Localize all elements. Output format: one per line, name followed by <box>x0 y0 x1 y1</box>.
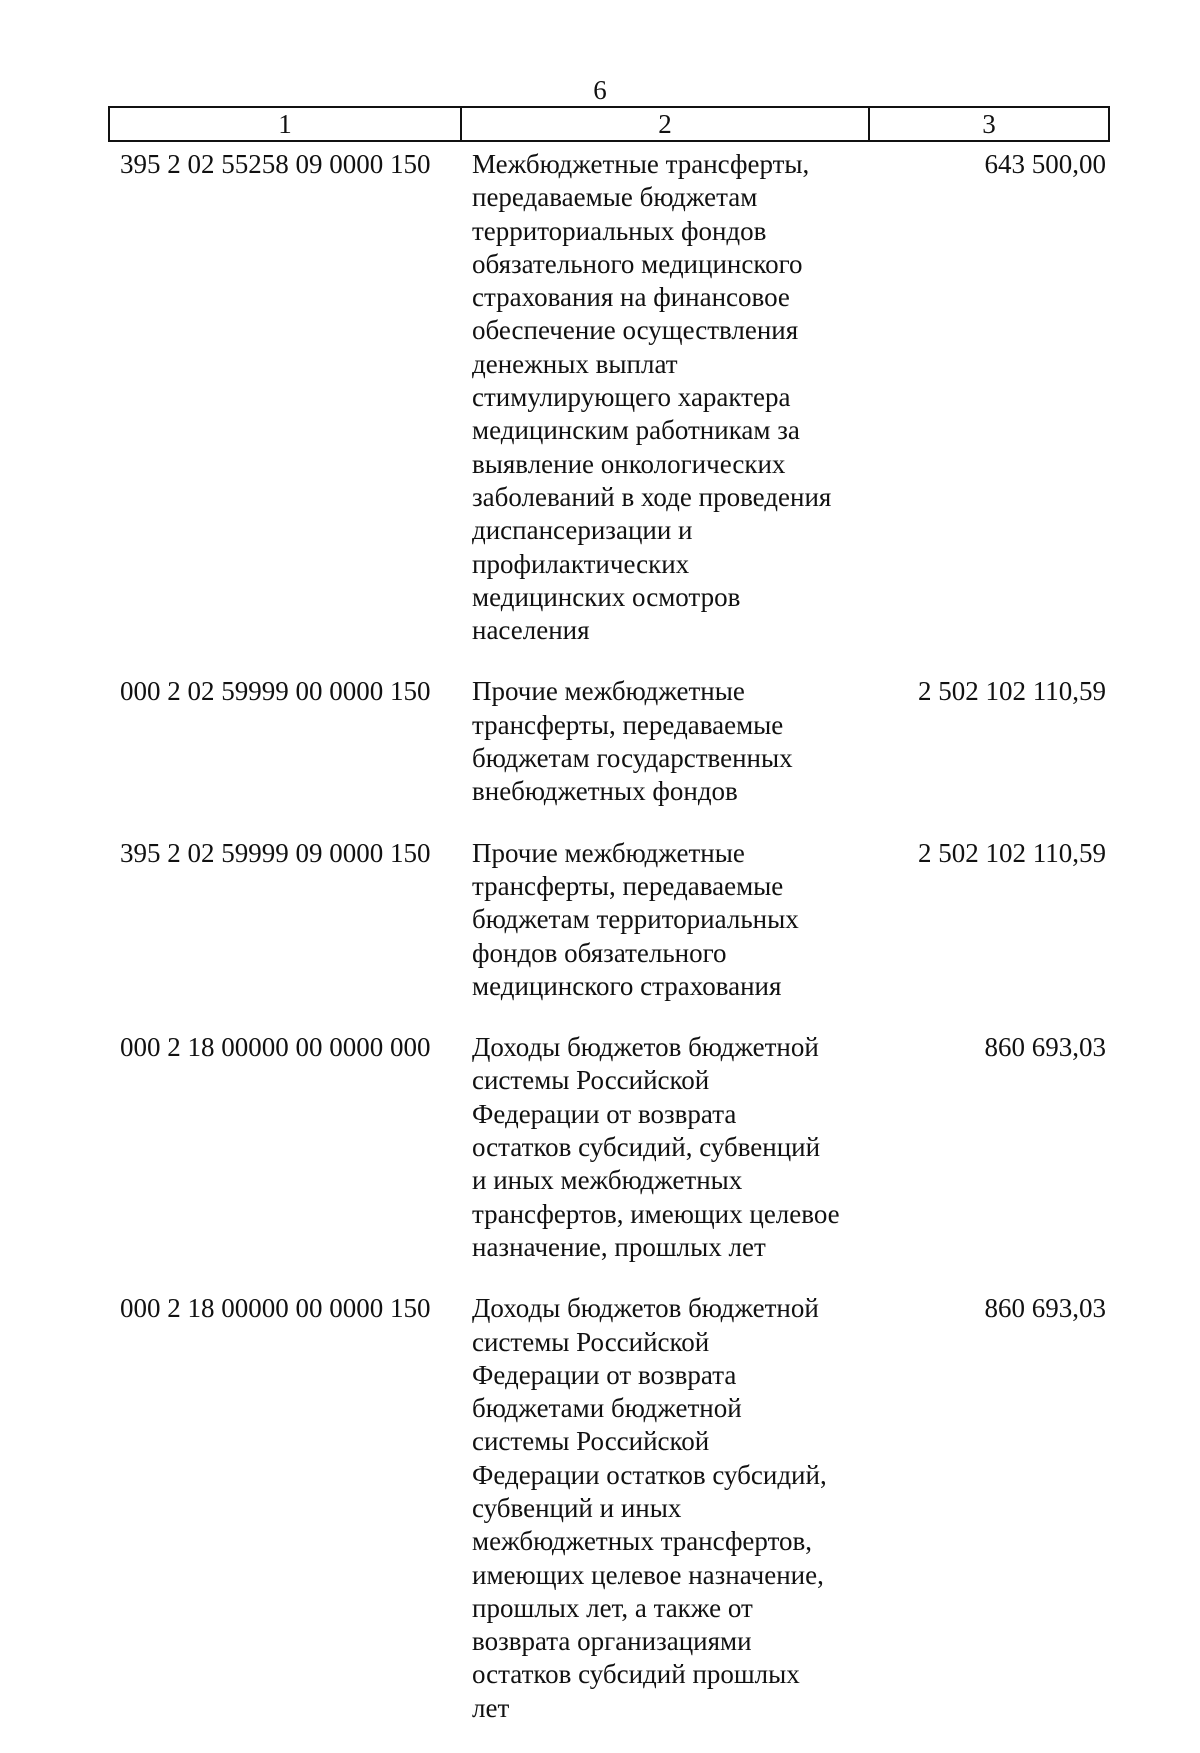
header-column-1: 1 <box>110 108 462 140</box>
income-name-line: системы Российской <box>472 1326 710 1357</box>
income-name-line: Федерации остатков субсидий, <box>472 1459 827 1490</box>
income-name-line: Федерации от возврата <box>472 1359 737 1390</box>
income-name-line: остатков субсидий, субвенций <box>472 1132 821 1163</box>
income-name-line: обеспечение осуществления <box>472 315 799 346</box>
income-name-line: медицинского страхования <box>472 970 782 1001</box>
income-name-line: Прочие межбюджетные <box>472 837 745 868</box>
table-row <box>108 1031 1110 1264</box>
income-name-line: населения <box>472 615 590 646</box>
income-code: 000 2 02 59999 00 0000 150 <box>120 676 431 707</box>
income-name-line: страхования на финансовое <box>472 282 790 313</box>
income-name-line: диспансеризации и <box>472 515 693 546</box>
income-code: 395 2 02 55258 09 0000 150 <box>120 149 431 179</box>
header-column-3: 3 <box>982 109 996 139</box>
income-name-line: лет <box>472 1692 510 1723</box>
income-amount: 860 693,03 <box>984 1032 1106 1063</box>
income-name-line: Прочие межбюджетные <box>472 676 745 707</box>
income-name-line: возврата организациями <box>472 1626 752 1657</box>
income-name <box>460 148 868 647</box>
income-name-line: остатков субсидий прошлых <box>472 1659 800 1690</box>
income-amount: 860 693,03 <box>984 1293 1106 1324</box>
income-name-line: Межбюджетные трансферты, <box>472 149 810 179</box>
income-name <box>460 1292 868 1725</box>
income-name-line: имеющих целевое назначение, <box>472 1559 824 1590</box>
income-name-line: межбюджетных трансфертов, <box>472 1526 813 1557</box>
income-name-line: фондов обязательного <box>472 937 727 968</box>
income-name-line: и иных межбюджетных <box>472 1165 743 1196</box>
income-name <box>460 837 868 1003</box>
income-name-line: передаваемые бюджетам <box>472 182 758 213</box>
income-amount: 643 500,00 <box>984 149 1106 179</box>
income-name-line: территориальных фондов <box>472 215 767 246</box>
table-row <box>108 1292 1110 1725</box>
income-name-line: субвенций и иных <box>472 1492 682 1523</box>
table-row <box>108 837 1110 1003</box>
income-name-line: стимулирующего характера <box>472 382 791 413</box>
income-name-line: денежных выплат <box>472 348 678 379</box>
income-name-line: медицинским работникам за <box>472 415 800 446</box>
income-name-line: бюджетам территориальных <box>472 904 799 935</box>
page-number: 6 <box>593 75 607 105</box>
income-amount: 2 502 102 110,59 <box>918 676 1106 707</box>
table-row <box>108 675 1110 808</box>
income-name-line: медицинских осмотров <box>472 581 741 612</box>
table-header <box>108 106 1110 142</box>
header-column-2: 2 <box>462 108 870 140</box>
income-name-line: трансферты, передаваемые <box>472 709 784 740</box>
income-code: 000 2 18 00000 00 0000 000 <box>120 1032 431 1063</box>
income-name <box>460 675 868 808</box>
table-body <box>108 148 1110 1753</box>
income-code: 395 2 02 59999 09 0000 150 <box>120 837 431 868</box>
income-name-line: системы Российской <box>472 1065 710 1096</box>
income-name-line: профилактических <box>472 548 690 579</box>
income-name-line: обязательного медицинского <box>472 248 803 279</box>
income-name-line: Доходы бюджетов бюджетной <box>472 1032 819 1063</box>
income-name-line: выявление онкологических <box>472 448 786 479</box>
income-name-line: назначение, прошлых лет <box>472 1231 766 1262</box>
income-name-line: бюджетами бюджетной <box>472 1393 742 1424</box>
table-row <box>108 148 1110 647</box>
income-name-line: Доходы бюджетов бюджетной <box>472 1293 819 1324</box>
income-name-line: трансфертов, имеющих целевое <box>472 1198 840 1229</box>
income-code: 000 2 18 00000 00 0000 150 <box>120 1293 431 1324</box>
income-name-line: трансферты, передаваемые <box>472 870 784 901</box>
income-name-line: прошлых лет, а также от <box>472 1592 753 1623</box>
income-name-line: внебюджетных фондов <box>472 776 738 807</box>
income-name <box>460 1031 868 1264</box>
income-name-line: Федерации от возврата <box>472 1098 737 1129</box>
income-name-line: системы Российской <box>472 1426 710 1457</box>
income-amount: 2 502 102 110,59 <box>918 837 1106 868</box>
income-name-line: заболеваний в ходе проведения <box>472 481 832 512</box>
income-name-line: бюджетам государственных <box>472 743 793 774</box>
